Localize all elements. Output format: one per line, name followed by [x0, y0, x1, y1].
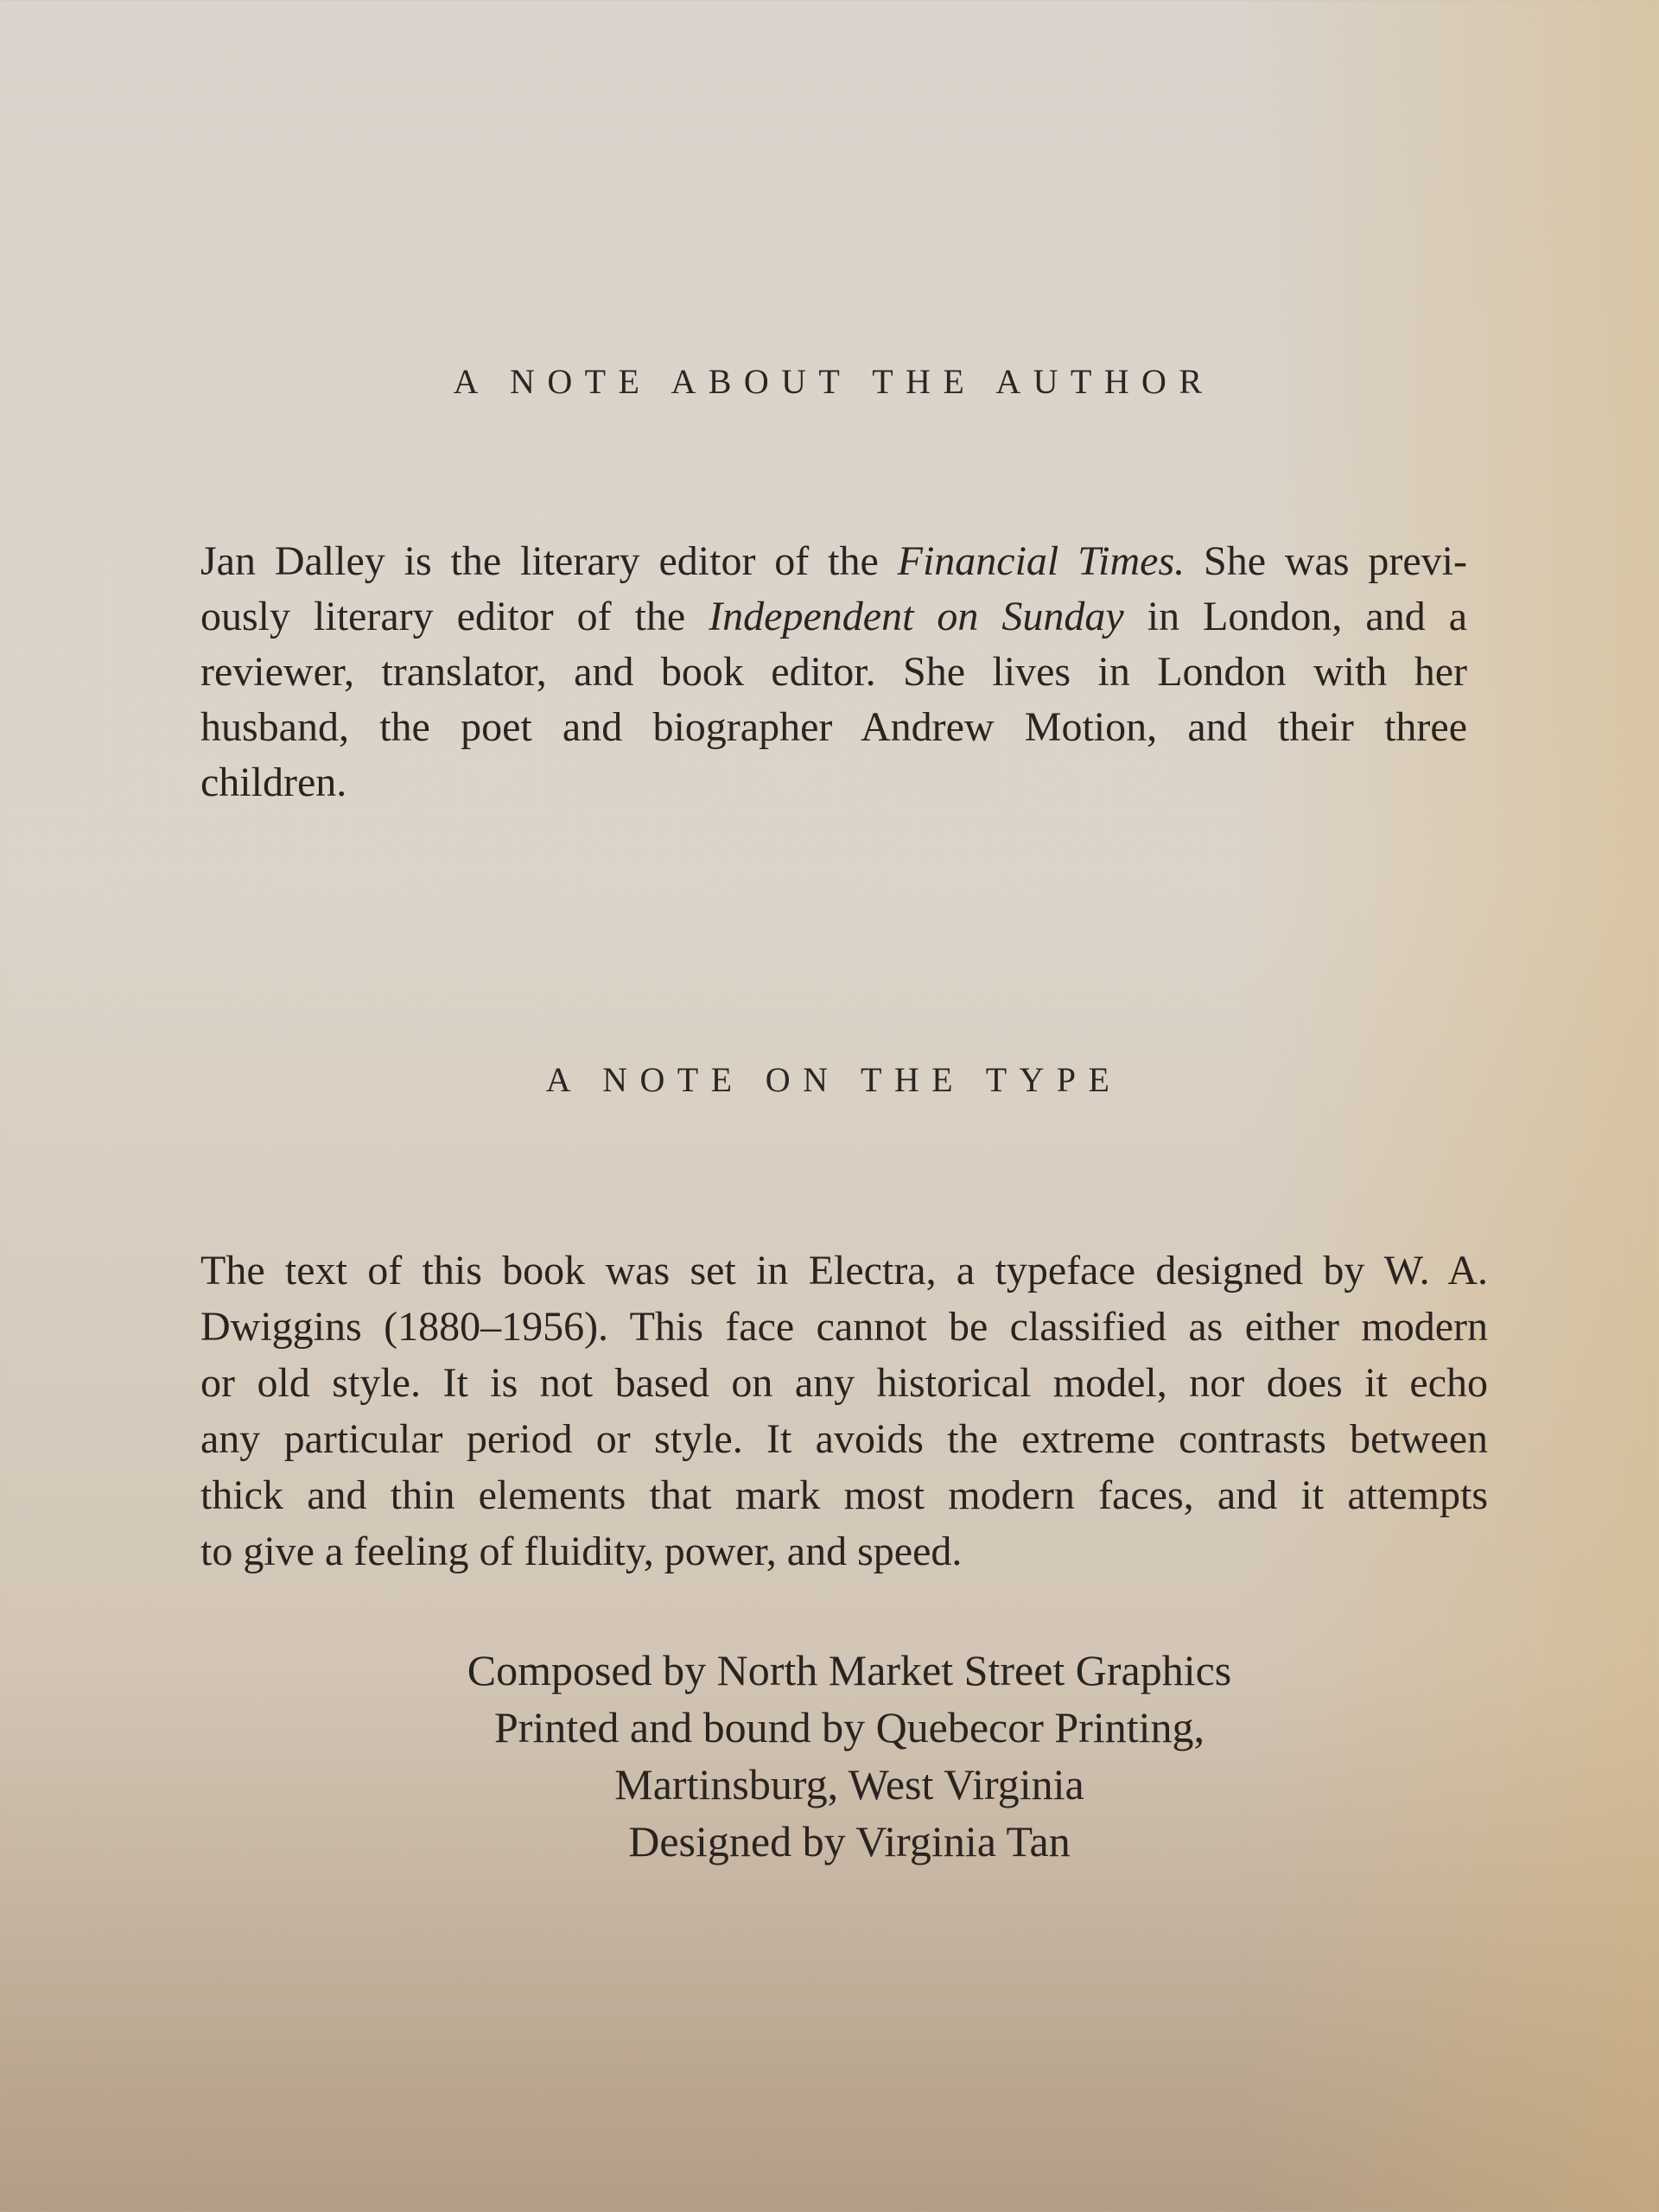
- author-note-heading: A NOTE ABOUT THE AUTHOR: [453, 362, 1215, 401]
- colophon-line: Designed by Virginia Tan: [628, 1817, 1071, 1866]
- colophon-line: Martinsburg, West Virginia: [614, 1760, 1084, 1808]
- colophon-line: Composed by North Market Street Graphics: [467, 1646, 1232, 1694]
- colophon-line: Printed and bound by Quebecor Printing,: [493, 1703, 1205, 1751]
- text-line: [200, 589, 1467, 645]
- italic-title: Financial Times.: [897, 538, 1185, 584]
- colophon: [0, 1642, 1659, 1870]
- text-line: or old style. It is not based on any historical model, nor does it echo: [200, 1360, 1488, 1406]
- text-line: children.: [200, 760, 347, 805]
- text-line: [200, 534, 1467, 589]
- italic-title: Independent on Sunday: [709, 594, 1124, 639]
- text: She was previ-: [1185, 538, 1467, 584]
- text-line: Dwiggins (1880–1956). This face cannot be classified as either modern: [200, 1304, 1488, 1350]
- text-line: to give a feeling of fluidity, power, and speed.: [200, 1529, 963, 1574]
- type-note-heading: A NOTE ON THE TYPE: [545, 1060, 1122, 1099]
- text-line: husband, the poet and biographer Andrew Motion, and their three: [200, 704, 1467, 750]
- type-note-paragraph: [200, 1243, 1488, 1580]
- text: ously literary editor of the: [200, 594, 709, 639]
- author-note-paragraph: [200, 534, 1467, 810]
- text-line: any particular period or style. It avoids the extreme contrasts between: [200, 1416, 1488, 1462]
- text: in London, and a: [1123, 594, 1467, 639]
- text-line: The text of this book was set in Electra, a typeface designed by W. A.: [200, 1248, 1488, 1294]
- text-line: thick and thin elements that mark most modern faces, and it attempts: [200, 1472, 1488, 1518]
- text: Jan Dalley is the literary editor of the: [200, 538, 898, 584]
- text-line: reviewer, translator, and book editor. She lives in London with her: [200, 649, 1467, 695]
